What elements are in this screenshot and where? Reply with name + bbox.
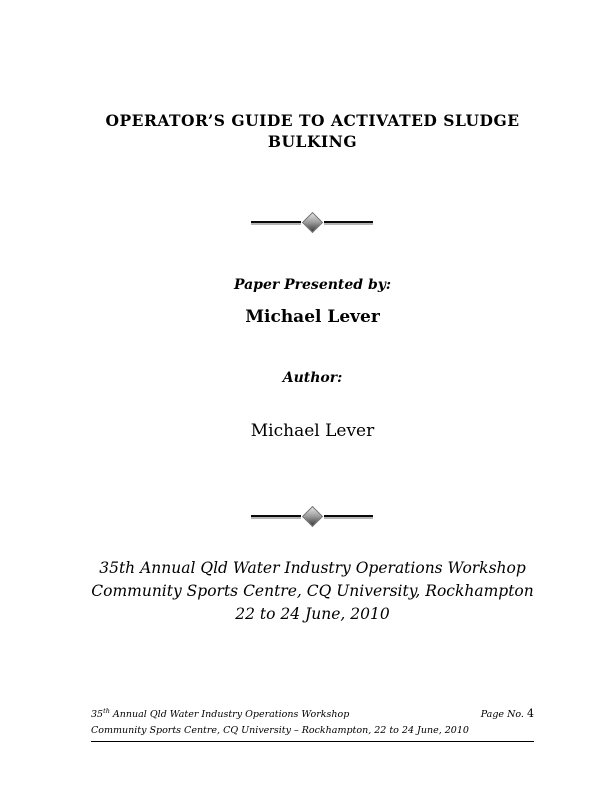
diamond-divider-top	[251, 212, 373, 232]
page-footer	[91, 706, 534, 742]
footer-row-1	[91, 706, 534, 723]
presenter-name: Michael Lever	[245, 307, 380, 327]
footer-workshop-number: 35	[91, 709, 104, 720]
paper-title-line2: BULKING	[267, 132, 358, 151]
event-venue-line: Community Sports Centre, CQ University, Rockhampton	[91, 582, 534, 600]
footer-rule	[91, 741, 534, 742]
event-date-line: 22 to 24 June, 2010	[235, 605, 390, 623]
paper-title	[91, 110, 534, 152]
page-number-value: 4	[527, 707, 534, 720]
diamond-divider-bottom	[251, 506, 373, 526]
event-details	[91, 557, 534, 626]
page-number-label: Page No.	[480, 709, 524, 720]
footer-workshop-text: Annual Qld Water Industry Operations Workshop	[109, 709, 350, 720]
footer-page-indicator	[481, 706, 534, 723]
event-workshop-line: 35th Annual Qld Water Industry Operations Workshop	[99, 559, 526, 577]
author-name: Michael Lever	[250, 421, 375, 441]
diamond-icon	[301, 211, 322, 232]
footer-ordinal-suffix: th	[103, 706, 110, 715]
paper-title-line1: OPERATOR’S GUIDE TO ACTIVATED SLUDGE	[105, 111, 520, 130]
divider-line-right	[324, 515, 374, 517]
presented-by-label: Paper Presented by:	[233, 277, 392, 293]
divider-line-left	[251, 515, 301, 517]
footer-venue-line: Community Sports Centre, CQ University – Rockhampton, 22 to 24 June, 2010	[91, 725, 469, 736]
divider-line-right	[324, 221, 374, 223]
footer-workshop-line	[91, 707, 349, 723]
diamond-icon	[301, 505, 322, 526]
divider-line-left	[251, 221, 301, 223]
author-label: Author:	[282, 370, 343, 386]
